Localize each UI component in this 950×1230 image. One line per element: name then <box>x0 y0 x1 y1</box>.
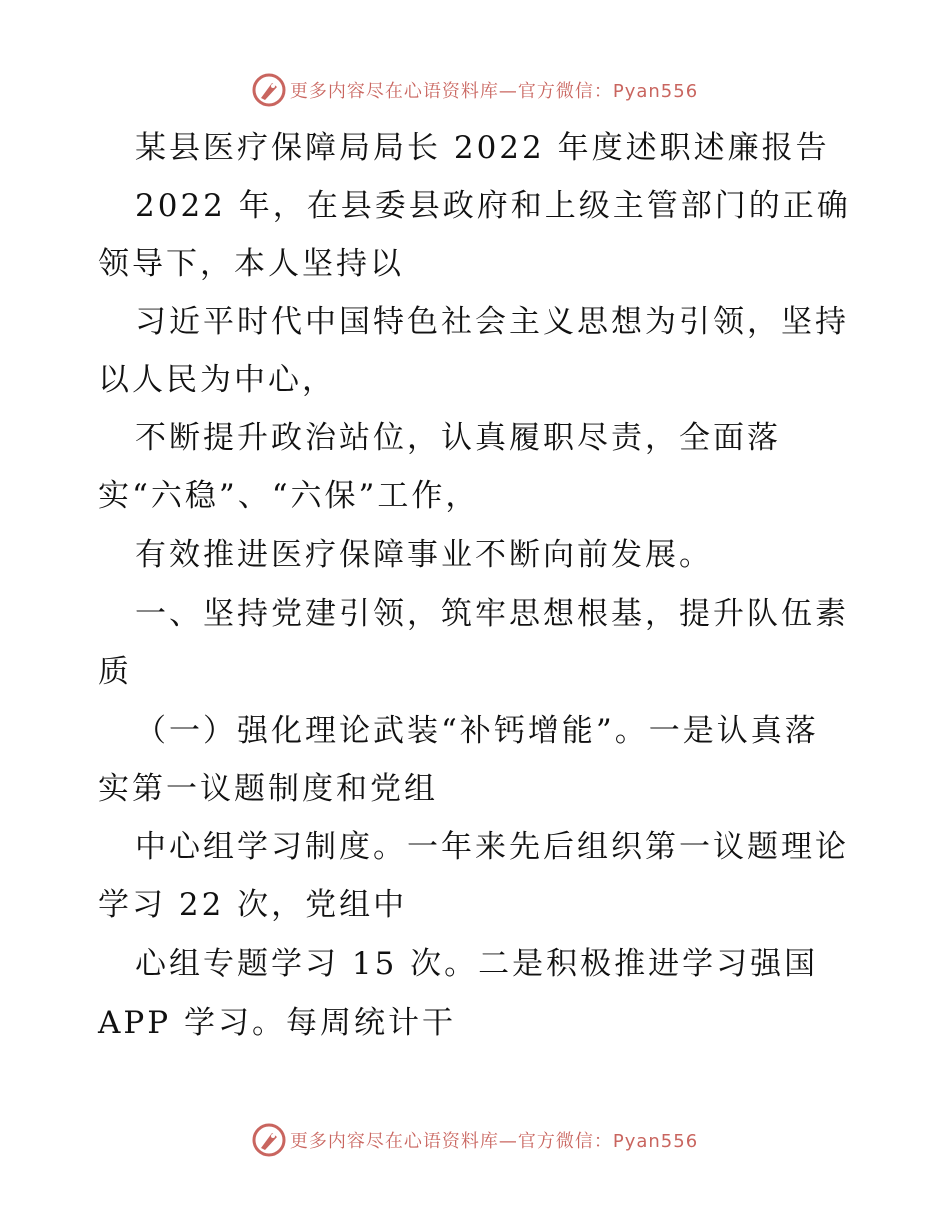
section-heading-continued: 质 <box>98 654 132 690</box>
paragraph-line: APP 学习。每周统计干 <box>98 1005 456 1041</box>
paragraph-line: 不断提升政治站位，认真履职尽责，全面落 <box>135 420 781 456</box>
footer-watermark <box>0 1120 950 1160</box>
paragraph-line: 以人民为中心， <box>98 362 336 398</box>
subsection-heading: （一）强化理论武装“补钙增能”。一是认真落 <box>135 713 819 749</box>
paragraph-line: 有效推进医疗保障事业不断向前发展。 <box>135 537 713 573</box>
paragraph-line: 学习 22 次，党组中 <box>98 887 408 923</box>
paragraph-line: 领导下，本人坚持以 <box>98 246 404 282</box>
watermark-text: 更多内容尽在心语资料库—官方微信：Pyan556 <box>289 81 699 102</box>
paragraph-line: 2022 年，在县委县政府和上级主管部门的正确 <box>135 188 851 224</box>
watermark-text: 更多内容尽在心语资料库—官方微信：Pyan556 <box>289 1131 699 1152</box>
document-title: 某县医疗保障局局长 2022 年度述职述廉报告 <box>135 130 830 166</box>
paragraph-line: 中心组学习制度。一年来先后组织第一议题理论 <box>135 829 849 865</box>
section-heading: 一、坚持党建引领，筑牢思想根基，提升队伍素 <box>135 596 849 632</box>
paragraph-line: 习近平时代中国特色社会主义思想为引领，坚持 <box>135 304 849 340</box>
pen-nib-logo-icon <box>252 1123 286 1157</box>
paragraph-line: 实第一议题制度和党组 <box>98 771 438 807</box>
pen-nib-logo-icon <box>252 73 286 107</box>
paragraph-line: 实“六稳”、“六保”工作， <box>98 478 480 514</box>
paragraph-line: 心组专题学习 15 次。二是积极推进学习强国 <box>135 946 819 982</box>
header-watermark <box>0 70 950 110</box>
